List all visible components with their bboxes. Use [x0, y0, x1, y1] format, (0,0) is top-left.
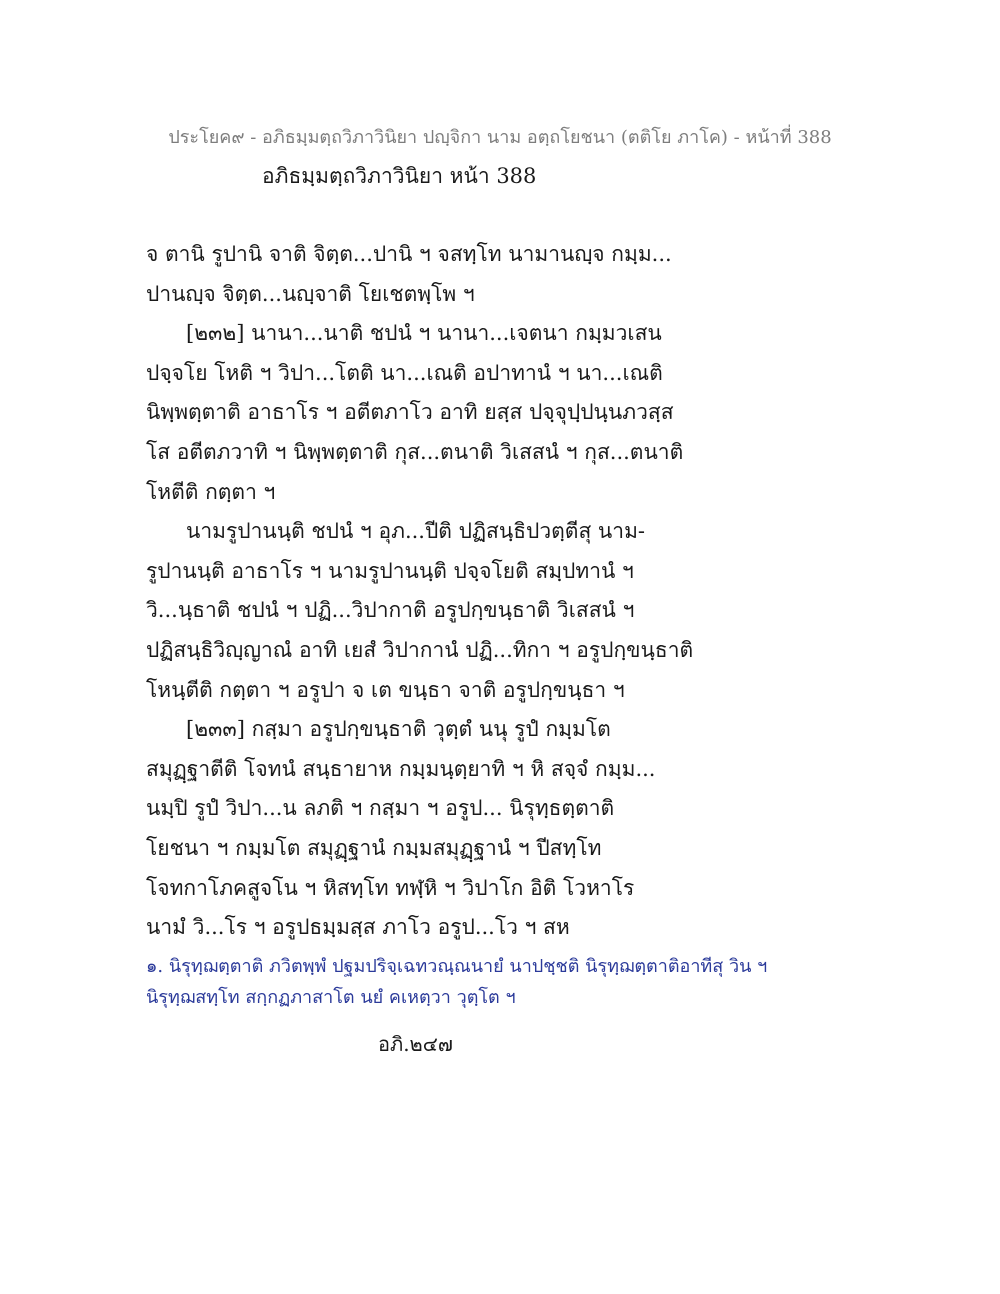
body-text [146, 240, 766, 953]
text-line: [๒๓๓] กสฺมา อรูปกฺขนฺธาติ วุตฺตํ นนุ รูปํ กมฺมโต [186, 717, 611, 742]
text-line: โส อตีตภวาทิ ฯ นิพฺพตฺตาติ กุส...ตนาติ วิเสสนํ ฯ กุส...ตนาติ [146, 439, 684, 464]
text-line: โหนฺตีติ กตฺตา ฯ อรูปา จ เต ขนฺธา จาติ อรูปกฺขนฺธา ฯ [146, 677, 625, 702]
text-line: รูปานนฺติ อาธาโร ฯ นามรูปานนฺติ ปจฺจโยติ สมฺปทานํ ฯ [146, 558, 634, 583]
text-line: นามรูปานนฺติ ชปนํ ฯ อุภ...ปีติ ปฏิสนฺธิปวตฺตีสุ นาม- [186, 519, 646, 544]
text-line: จ ตานิ รูปานิ จาติ จิตฺต...ปานิ ฯ จสทฺโท นามานญฺจ กมฺม... [146, 242, 672, 266]
page-reference: อภิ.๒๔๗ [378, 1032, 453, 1056]
text-line: ปานญฺจ จิตฺต...นญฺจาติ โยเชตพฺโพ ฯ [146, 281, 475, 306]
text-line: สมุฏฺฐาตีติ โจทนํ สนฺธายาห กมฺมนฺตฺยาทิ ฯ หิ สจฺจํ กมฺม... [146, 756, 656, 781]
footnote-line: นิรุทฺฌสทฺโท สกฺกฏภาสาโต นยํ คเหตฺวา วุตฺโต ฯ [146, 987, 516, 1008]
text-line: ปฏิสนฺธิวิญฺญาณํ อาทิ เยสํ วิปากานํ ปฏิ...ทิกา ฯ อรูปกฺขนฺธาติ [146, 637, 694, 662]
running-header: ประโยค๙ - อภิธมฺมตฺถวิภาวินิยา ปญฺจิกา นาม อตฺถโยชนา (ตติโย ภาโค) - หน้าที่ 388 [168, 127, 832, 148]
footnote-line: ๑. นิรุทฺฌตฺตาติ ภวิตพฺพํ ปฐมปริจฺเฉทวณฺณนายํ นาปชฺชติ นิรุทฺฌตฺตาติอาทีสุ วิน ฯ [146, 956, 768, 977]
text-line: โจทกาโภคสูจโน ฯ หิสทฺโท ทฬฺหิ ฯ วิปาโก อิติ โวหาโร [146, 875, 635, 900]
text-line: วิ...นฺธาติ ชปนํ ฯ ปฏิ...วิปากาติ อรูปกฺขนฺธาติ วิเสสนํ ฯ [146, 598, 635, 623]
text-line: นามํ วิ...โร ฯ อรูปธมฺมสฺส ภาโว อรูป...โว ฯ สห [146, 915, 570, 940]
text-line: โหตีติ กตฺตา ฯ [146, 479, 276, 504]
text-line: นมฺปิ รูปํ วิปา...น ลภติ ฯ กสฺมา ฯ อรูป... นิรุทฺธตฺตาติ [146, 796, 615, 821]
text-line: นิพฺพตฺตาติ อาธาโร ฯ อตีตภาโว อาทิ ยสฺส ปจฺจุปฺปนฺนภวสฺส [146, 400, 674, 425]
text-line: ปจฺจโย โหติ ฯ วิปา...โตติ นา...เณติ อปาทานํ ฯ นา...เณติ [146, 360, 663, 385]
footnotes [146, 955, 826, 1017]
page-title: อภิธมฺมตฺถวิภาวินิยา หน้า 388 [262, 164, 537, 188]
text-line: [๒๓๒] นานา...นาติ ชปนํ ฯ นานา...เจตนา กมฺมวเสน [186, 321, 662, 346]
text-line: โยชนา ฯ กมฺมโต สมุฏฺฐานํ กมฺมสมุฏฺฐานํ ฯ ปีสทฺโท [146, 835, 602, 860]
